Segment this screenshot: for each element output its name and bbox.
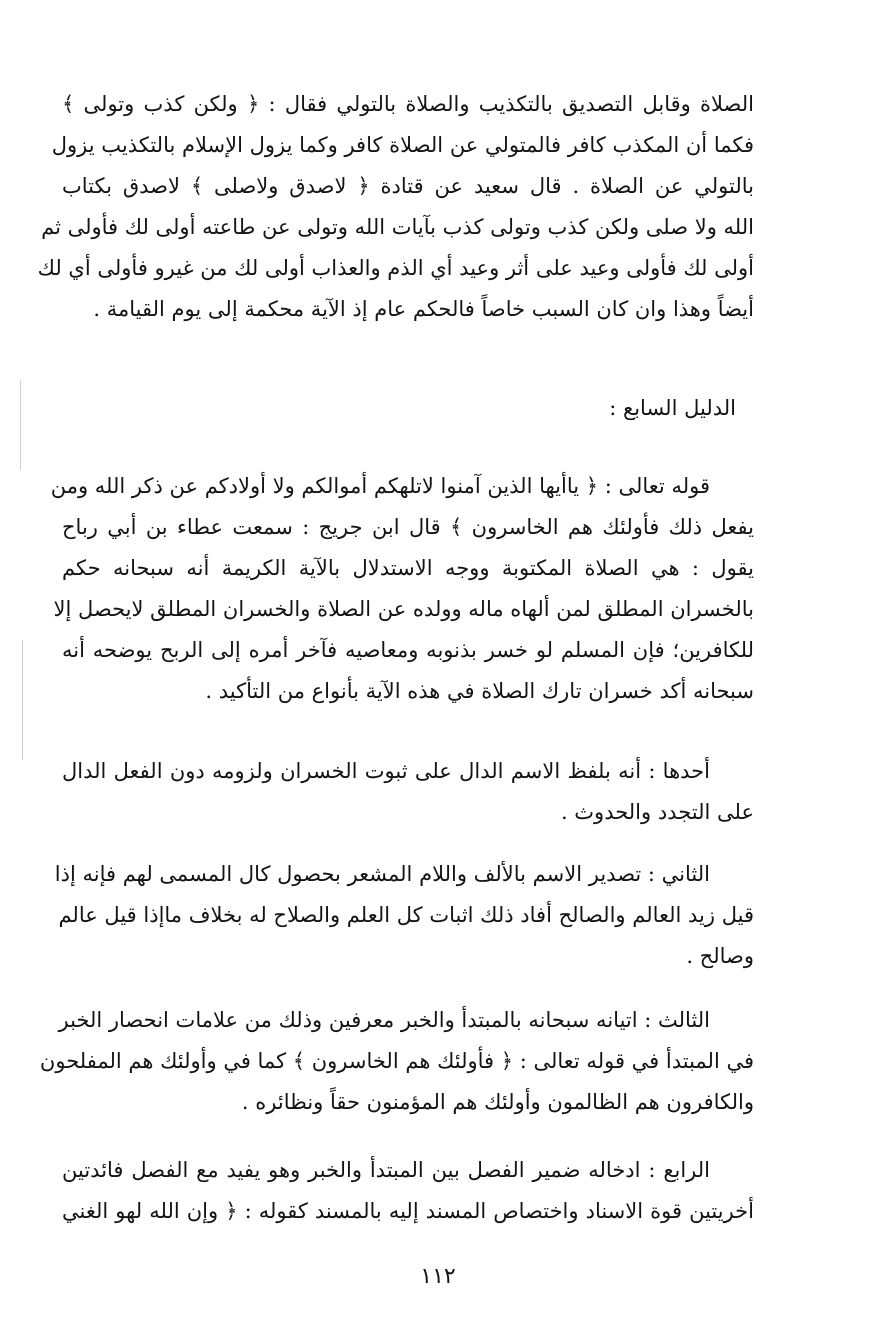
paragraph-5 <box>39 1000 754 1123</box>
text-line: أخريتين قوة الاسناد واختصاص المسند إليه بالمسند كقوله : ﴿ وإن الله لهو الغني <box>62 1199 754 1223</box>
text-line: بالخسران المطلق لمن ألهاه ماله وولده عن الصلاة والخسران المطلق لايحصل إلا <box>53 597 754 621</box>
section-heading: الدليل السابع : <box>609 396 736 420</box>
text-line: على التجدد والحدوث . <box>560 800 754 824</box>
text-line: في المبتدأ في قوله تعالى : ﴿ فأولئك هم الخاسرون ﴾ كما في وأولئك هم المفلحون <box>39 1049 754 1073</box>
paragraph-4 <box>54 854 754 977</box>
text-line: للكافرين؛ فإن المسلم لو خسر بذنوبه ومعاصيه فآخر أمره إلى الربح يوضحه أنه <box>62 638 754 662</box>
paragraph-6 <box>62 1150 754 1232</box>
text-line: أولى لك فأولى وعيد على أثر وعيد أي الذم والعذاب أولى لك من غيرو فأولى أي لك <box>37 256 754 280</box>
text-line: الله ولا صلى ولكن كذب وتولى كذب بآيات الله وتولى عن طاعته أولى لك فأولى ثم <box>41 215 754 239</box>
text-line: سبحانه أكد خسران تارك الصلاة في هذه الآية بأنواع من التأكيد . <box>205 679 754 703</box>
scan-edge-mark <box>20 380 21 470</box>
text-line: الصلاة وقابل التصديق بالتكذيب والصلاة بالتولي فقال : ﴿ ولكن كذب وتولى ﴾ <box>62 92 754 116</box>
text-line: والكافرون هم الظالمون وأولئك هم المؤمنون حقاً ونظائره . <box>241 1090 754 1114</box>
text-line: قوله تعالى : ﴿ ياأيها الذين آمنوا لاتلهكم أموالكم ولا أولادكم عن ذكر الله ومن <box>50 474 710 498</box>
paragraph-1 <box>37 84 754 330</box>
text-line: يقول : هي الصلاة المكتوبة ووجه الاستدلال بالآية الكريمة أنه سبحانه حكم <box>62 556 754 580</box>
scan-edge-mark <box>22 640 23 760</box>
text-line: يفعل ذلك فأولئك هم الخاسرون ﴾ قال ابن جريج : سمعت عطاء بن أبي رباح <box>62 515 754 539</box>
paragraph-2 <box>50 466 754 712</box>
text-line: أيضاً وهذا وان كان السبب خاصاً فالحكم عام إذ الآية محكمة إلى يوم القيامة . <box>93 297 754 321</box>
text-line: قيل زيد العالم والصالح أفاد ذلك اثبات كل العلم والصلاح له بخلاف ماإذا قيل عالم <box>58 903 754 927</box>
text-line: الثاني : تصدير الاسم بالألف واللام المشعر بحصول كال المسمى لهم فإنه إذا <box>54 862 710 886</box>
text-line: بالتولي عن الصلاة . قال سعيد عن قتادة ﴿ لاصدق ولاصلى ﴾ لاصدق بكتاب <box>62 174 754 198</box>
text-line: وصالح . <box>686 944 754 968</box>
paragraph-3 <box>62 751 754 833</box>
text-line: الرابع : ادخاله ضمير الفصل بين المبتدأ والخبر وهو يفيد مع الفصل فائدتين <box>62 1158 710 1182</box>
text-line: الثالث : اتيانه سبحانه بالمبتدأ والخبر معرفين وذلك من علامات انحصار الخبر <box>58 1008 710 1032</box>
text-line: أحدها : أنه بلفظ الاسم الدال على ثبوت الخسران ولزومه دون الفعل الدال <box>62 759 710 783</box>
page-number: ١١٢ <box>420 1264 456 1289</box>
text-line: فكما أن المكذب كافر فالمتولي عن الصلاة كافر وكما يزول الإسلام بالتكذيب يزول <box>51 133 754 157</box>
